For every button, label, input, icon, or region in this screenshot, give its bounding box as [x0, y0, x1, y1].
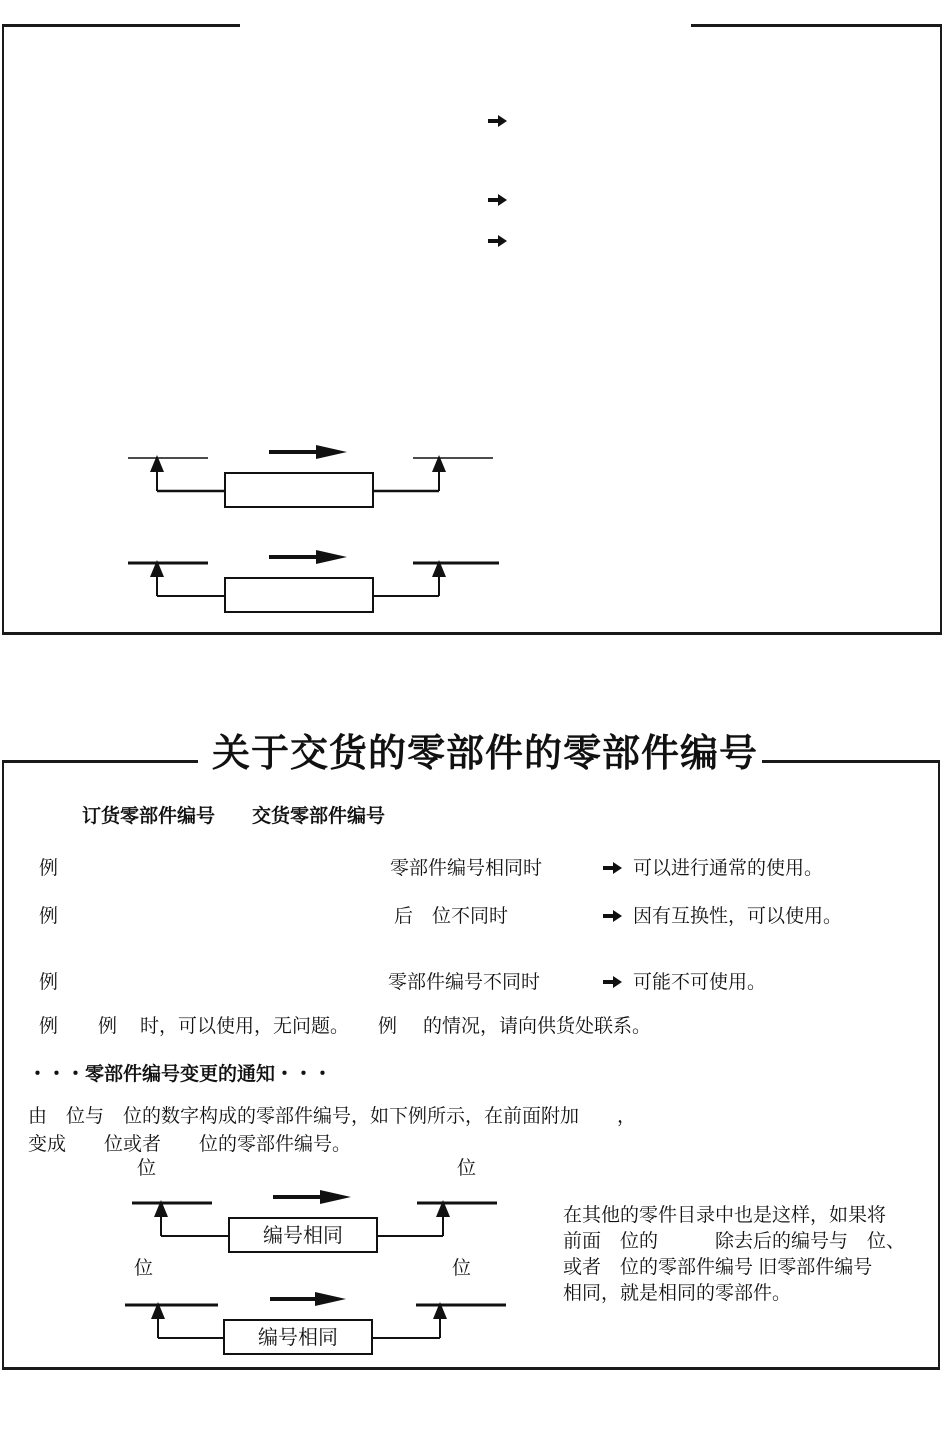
part-number-diagram-empty-2 [121, 550, 511, 624]
part-number-diagram-same-1 [125, 1190, 515, 1264]
top-box-border-left [2, 24, 4, 635]
condition-label: 后 位不同时 [394, 906, 509, 927]
notice-heading: ・・・零部件编号变更的通知・・・ [28, 1064, 333, 1085]
digit-label: 位 [452, 1258, 472, 1279]
right-arrow-icon [603, 866, 614, 870]
part-number-diagram-empty-1 [121, 445, 511, 519]
result-label: 因有互换性，可以使用。 [633, 906, 843, 927]
bottom-box-border-top-left [2, 760, 198, 763]
example-label: 例 [39, 906, 59, 927]
condition-label: 零部件编号相同时 [390, 858, 543, 879]
side-note-line: 相同，就是相同的零部件。 [563, 1283, 792, 1304]
top-box-border-top-left [2, 24, 240, 27]
bottom-box-border-top-right [762, 760, 940, 763]
notice-body-line-1: 由 位与 位的数字构成的零部件编号，如下例所示，在前面附加 ， [28, 1106, 637, 1127]
right-arrow-icon [488, 119, 499, 123]
diagram-box-label: 编号相同 [263, 1225, 343, 1247]
digit-label: 位 [137, 1158, 157, 1179]
digit-label: 位 [457, 1158, 477, 1179]
right-arrow-icon [488, 239, 499, 243]
bottom-box-border-left [2, 760, 4, 1370]
example-label: 例 [98, 1016, 118, 1037]
diagram-box-label: 编号相同 [258, 1327, 338, 1349]
right-arrow-icon [603, 980, 614, 984]
bottom-box-border-bottom [2, 1367, 940, 1370]
side-note-line: 在其他的零件目录中也是这样，如果将 [563, 1205, 887, 1226]
digit-label: 位 [134, 1258, 154, 1279]
note-text: 的情况，请向供货处联系。 [423, 1016, 652, 1037]
right-arrow-icon [488, 198, 499, 202]
top-box-border-right [940, 24, 942, 635]
result-label: 可能不可使用。 [633, 972, 767, 993]
top-box-border-bottom [2, 632, 942, 635]
side-note-line: 或者 位的零部件编号 旧零部件编号 [563, 1257, 873, 1278]
top-box-border-top-right [691, 24, 942, 27]
example-label: 例 [378, 1016, 398, 1037]
column-header-order-number: 订货零部件编号 [82, 806, 216, 827]
condition-label: 零部件编号不同时 [388, 972, 541, 993]
part-number-diagram-same-2 [118, 1292, 513, 1366]
note-text: 时，可以使用，无问题。 [140, 1016, 350, 1037]
bottom-box-border-right [938, 760, 940, 1370]
example-label: 例 [39, 858, 59, 879]
example-label: 例 [39, 1016, 59, 1037]
notice-body-line-2: 变成 位或者 位的零部件编号。 [28, 1134, 352, 1155]
right-arrow-icon [603, 914, 614, 918]
column-header-delivery-number: 交货零部件编号 [252, 806, 386, 827]
result-label: 可以进行通常的使用。 [633, 858, 824, 879]
side-note [563, 1203, 905, 1307]
side-note-line: 前面 位的 除去后的编号与 位、 [563, 1231, 906, 1252]
section-title: 关于交货的零部件的零部件编号 [212, 733, 759, 775]
example-label: 例 [39, 972, 59, 993]
